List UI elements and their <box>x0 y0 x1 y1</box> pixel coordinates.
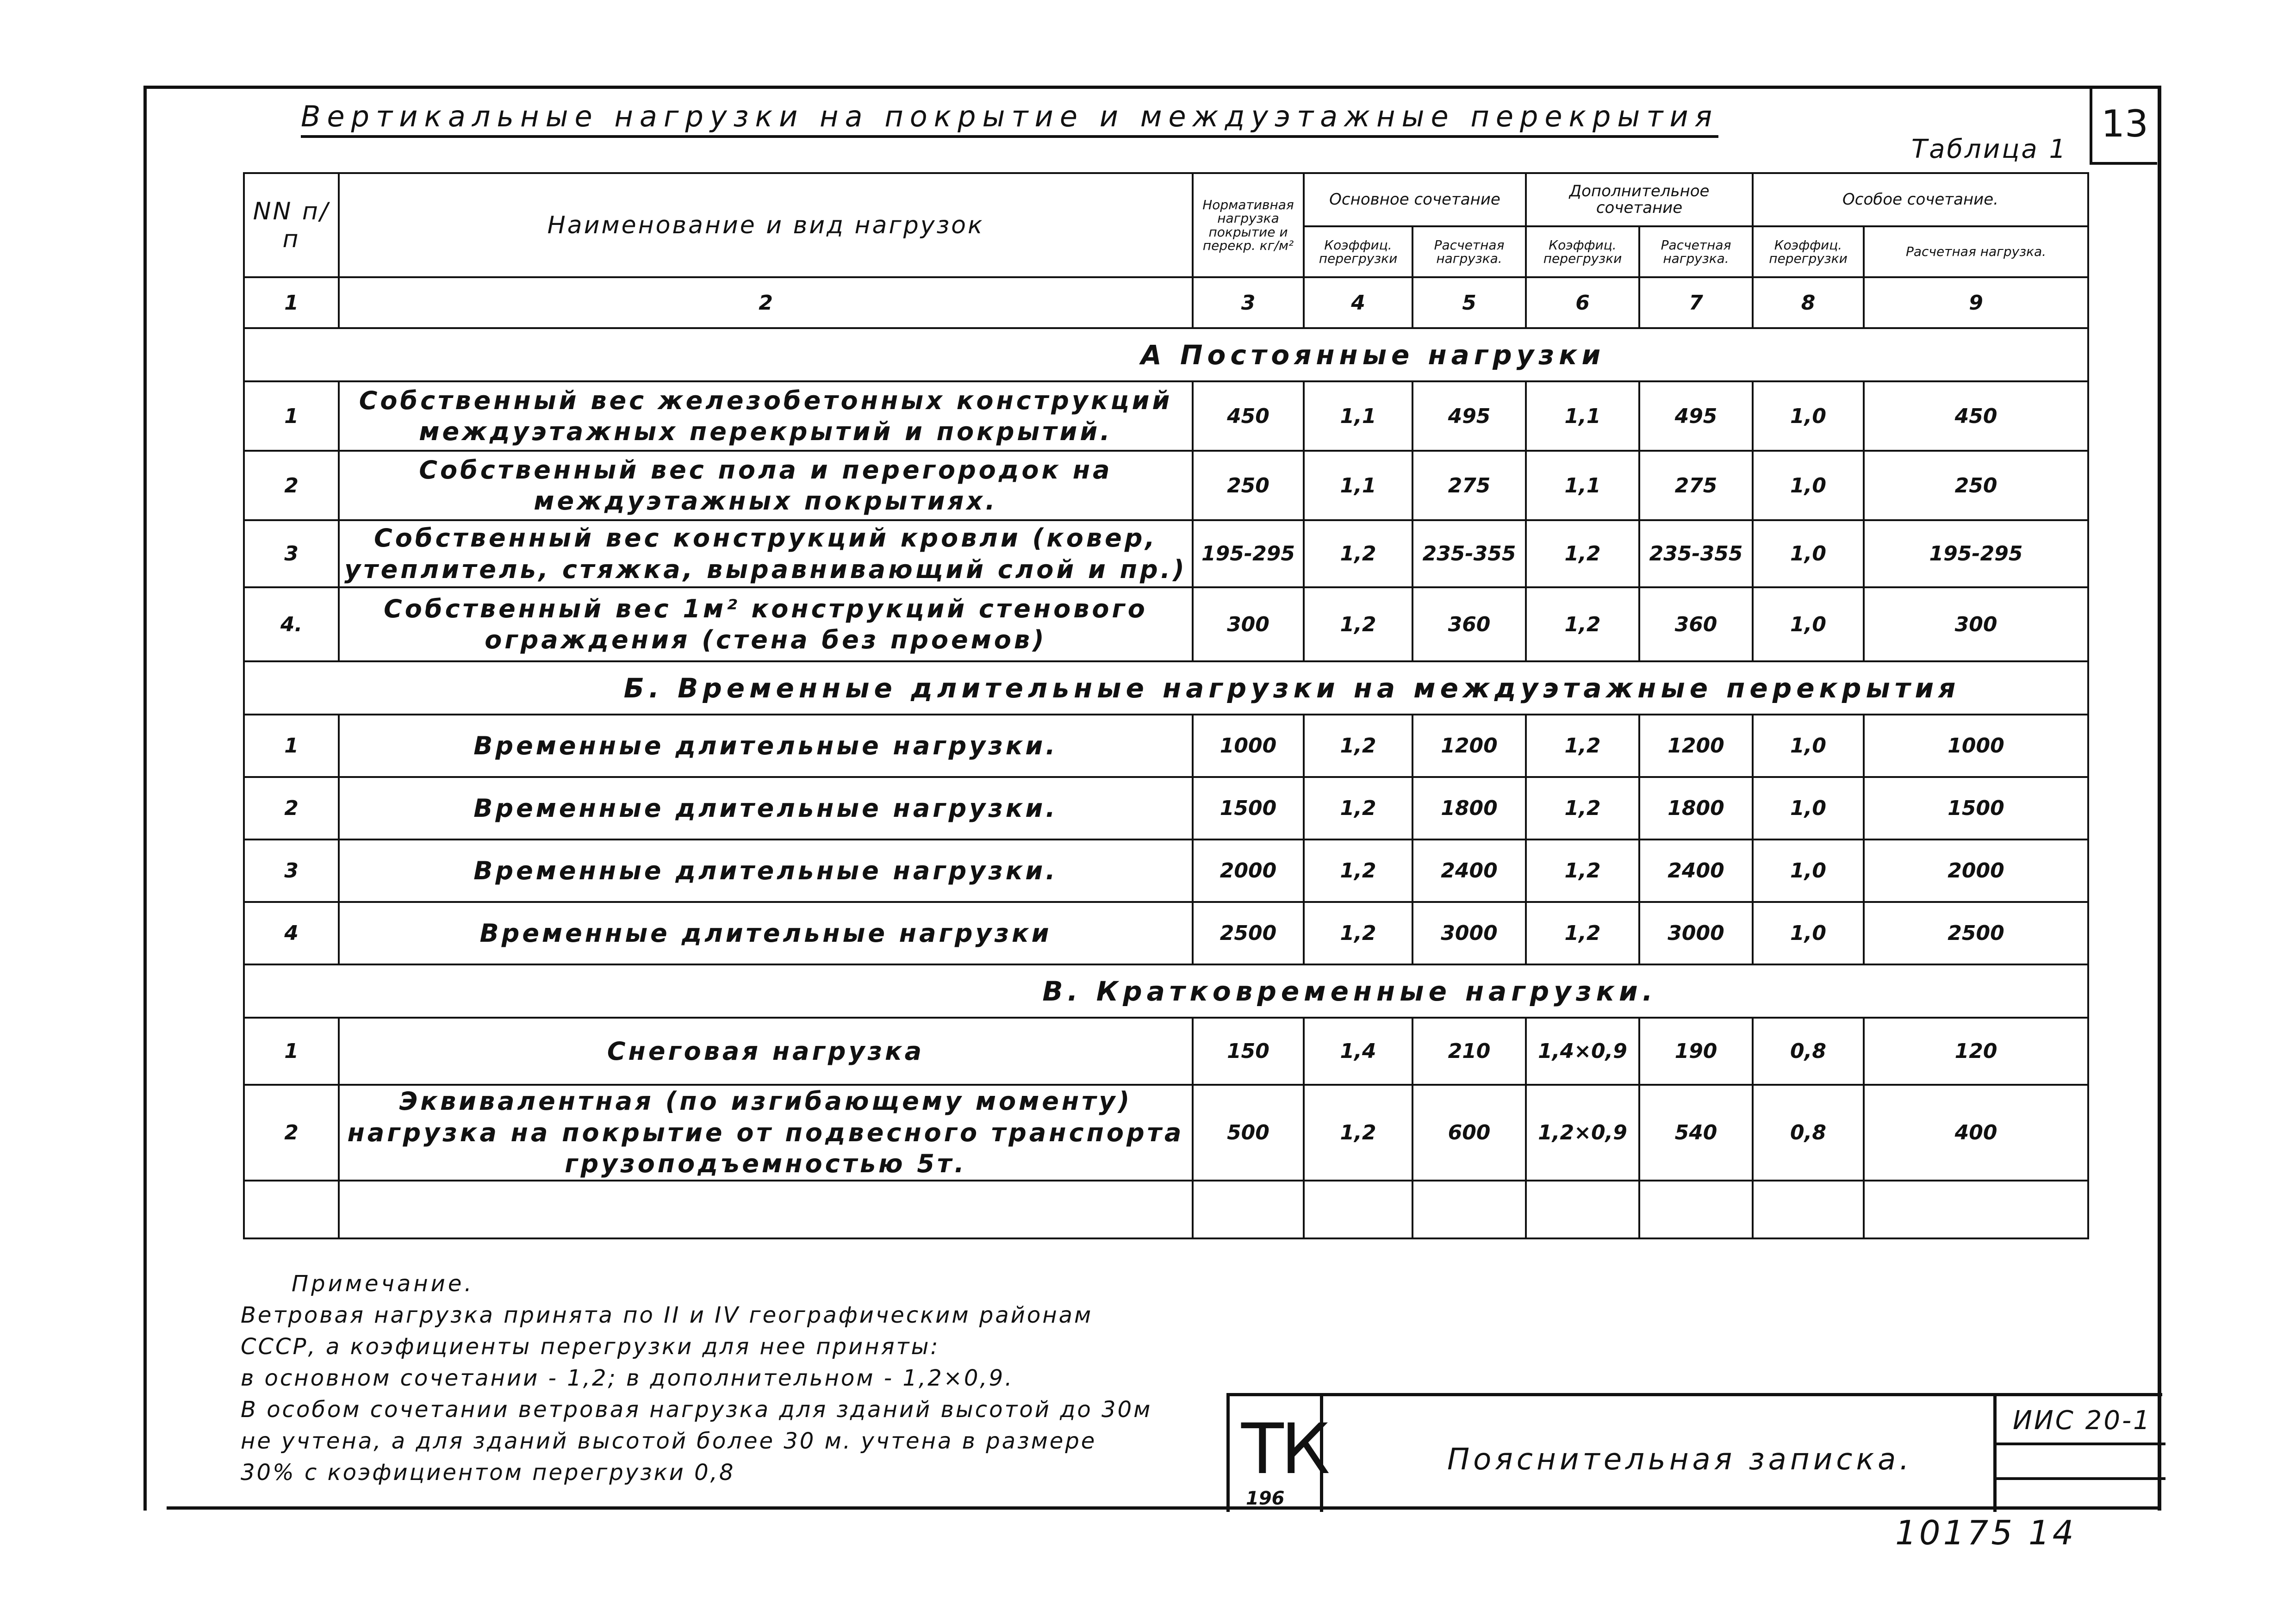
title-block <box>1226 1393 2162 1512</box>
value-cell: 1,2 <box>1304 1085 1412 1181</box>
col-number: 3 <box>1193 277 1304 328</box>
value-cell: 300 <box>1864 587 2088 661</box>
table-row <box>244 451 2088 520</box>
row-number: 2 <box>244 777 339 839</box>
tk-cell <box>1230 1396 1328 1512</box>
value-cell: 2500 <box>1864 902 2088 964</box>
header-normative: Нормативная нагрузка покрытие и перекр. кг/м² <box>1193 173 1304 277</box>
value-cell: 3000 <box>1639 902 1753 964</box>
value-cell: 495 <box>1639 381 1753 451</box>
value-cell: 1,0 <box>1753 381 1864 451</box>
divider <box>1997 1443 2165 1445</box>
header-basic: Основное сочетание <box>1304 173 1526 226</box>
row-number: 3 <box>244 839 339 902</box>
load-name: Временные длительные нагрузки <box>339 902 1193 964</box>
value-cell: 1,1 <box>1304 381 1412 451</box>
section-row <box>244 661 2088 715</box>
value-cell: 1,2 <box>1526 902 1639 964</box>
value-cell: 1000 <box>1193 715 1304 777</box>
row-number: 1 <box>244 381 339 451</box>
column-number-row <box>244 277 2088 328</box>
value-cell: 120 <box>1864 1018 2088 1085</box>
value-cell: 1,0 <box>1753 902 1864 964</box>
notes-line: В особом сочетании ветровая нагрузка для зданий высотой до 30м <box>241 1397 1152 1423</box>
value-cell: 1,2×0,9 <box>1526 1085 1639 1181</box>
col-number: 6 <box>1526 277 1639 328</box>
load-name: Собственный вес железобетонных конструкций междуэтажных перекрытий и покрытий. <box>339 381 1193 451</box>
value-cell: 1,0 <box>1753 839 1864 902</box>
table-row <box>244 902 2088 964</box>
tk-number: 196 <box>1246 1488 1285 1509</box>
value-cell: 1,4 <box>1304 1018 1412 1085</box>
value-cell: 1,0 <box>1753 587 1864 661</box>
value-cell: 1500 <box>1864 777 2088 839</box>
value-cell: 360 <box>1412 587 1526 661</box>
table-row <box>244 381 2088 451</box>
table-row <box>244 520 2088 587</box>
value-cell: 250 <box>1864 451 2088 520</box>
tk-mark: ТК <box>1241 1409 1328 1490</box>
value-cell: 500 <box>1193 1085 1304 1181</box>
value-cell: 400 <box>1864 1085 2088 1181</box>
value-cell: 1,2 <box>1526 777 1639 839</box>
value-cell: 150 <box>1193 1018 1304 1085</box>
notes-line: не учтена, а для зданий высотой более 30 м. учтена в размере <box>241 1428 1097 1454</box>
value-cell: 3000 <box>1412 902 1526 964</box>
page-number: 13 <box>2090 86 2157 165</box>
value-cell: 210 <box>1412 1018 1526 1085</box>
value-cell: 235-355 <box>1412 520 1526 587</box>
value-cell: 495 <box>1412 381 1526 451</box>
value-cell: 1,0 <box>1753 777 1864 839</box>
value-cell: 1,0 <box>1753 520 1864 587</box>
table-row <box>244 715 2088 777</box>
value-cell: 195-295 <box>1193 520 1304 587</box>
header-special-coef: Коэффиц. перегрузки <box>1753 226 1864 277</box>
value-cell: 235-355 <box>1639 520 1753 587</box>
value-cell: 1500 <box>1193 777 1304 839</box>
header-special-calc: Расчетная нагрузка. <box>1864 226 2088 277</box>
value-cell: 450 <box>1864 381 2088 451</box>
load-name: Временные длительные нагрузки. <box>339 839 1193 902</box>
value-cell: 1200 <box>1639 715 1753 777</box>
load-name: Собственный вес конструкций кровли (ковер, утеплитель, стяжка, выравнивающий слой и пр.) <box>339 520 1193 587</box>
page-title: Вертикальные нагрузки на покрытие и междуэтажные перекрытия <box>301 99 1718 138</box>
value-cell: 1000 <box>1864 715 2088 777</box>
table-caption: Таблица 1 <box>1911 134 2068 164</box>
notes <box>241 1268 1152 1488</box>
notes-title: Примечание. <box>292 1271 474 1297</box>
value-cell: 300 <box>1193 587 1304 661</box>
value-cell: 2400 <box>1639 839 1753 902</box>
load-name: Эквивалентная (по изгибающему моменту) нагрузка на покрытие от подвесного транспорта грузоподъемностью 5т. <box>339 1085 1193 1181</box>
load-name: Снеговая нагрузка <box>339 1018 1193 1085</box>
col-number: 8 <box>1753 277 1864 328</box>
value-cell: 1,0 <box>1753 715 1864 777</box>
row-number: 4 <box>244 902 339 964</box>
value-cell: 1,1 <box>1526 451 1639 520</box>
table-row <box>244 1085 2088 1181</box>
value-cell: 195-295 <box>1864 520 2088 587</box>
value-cell: 2000 <box>1193 839 1304 902</box>
notes-line: 30% с коэфициентом перегрузки 0,8 <box>241 1460 735 1486</box>
col-number: 5 <box>1412 277 1526 328</box>
document-code: ИИС 20-1 <box>2013 1405 2152 1436</box>
table-row <box>244 1018 2088 1085</box>
value-cell: 1800 <box>1412 777 1526 839</box>
value-cell: 1,4×0,9 <box>1526 1018 1639 1085</box>
col-number: 2 <box>339 277 1193 328</box>
col-number: 7 <box>1639 277 1753 328</box>
value-cell: 360 <box>1639 587 1753 661</box>
divider <box>1997 1477 2165 1480</box>
table-row <box>244 777 2088 839</box>
table-row <box>244 839 2088 902</box>
value-cell: 1,2 <box>1304 777 1412 839</box>
value-cell: 1800 <box>1639 777 1753 839</box>
header-additional: Дополнительное сочетание <box>1526 173 1753 226</box>
section-title: В. Кратковременные нагрузки. <box>244 964 2088 1018</box>
value-cell: 1,2 <box>1304 715 1412 777</box>
value-cell: 1200 <box>1412 715 1526 777</box>
value-cell: 1,2 <box>1526 715 1639 777</box>
col-number: 4 <box>1304 277 1412 328</box>
section-row <box>244 964 2088 1018</box>
loads-table <box>243 172 2089 1239</box>
row-number: 1 <box>244 715 339 777</box>
notes-line: в основном сочетании - 1,2; в дополнительном - 1,2×0,9. <box>241 1365 1014 1391</box>
value-cell: 1,2 <box>1526 587 1639 661</box>
value-cell: 1,2 <box>1304 520 1412 587</box>
value-cell: 1,2 <box>1304 902 1412 964</box>
col-number: 1 <box>244 277 339 328</box>
value-cell: 1,1 <box>1304 451 1412 520</box>
value-cell: 1,2 <box>1526 520 1639 587</box>
value-cell: 275 <box>1412 451 1526 520</box>
section-row <box>244 328 2088 381</box>
document-title: Пояснительная записка. <box>1447 1443 1913 1477</box>
value-cell: 540 <box>1639 1085 1753 1181</box>
header-num: NN п/п <box>244 173 339 277</box>
value-cell: 600 <box>1412 1085 1526 1181</box>
col-number: 9 <box>1864 277 2088 328</box>
notes-line: Ветровая нагрузка принята по II и IV географическим районам <box>241 1302 1093 1328</box>
section-title: Б. Временные длительные нагрузки на междуэтажные перекрытия <box>244 661 2088 715</box>
value-cell: 0,8 <box>1753 1018 1864 1085</box>
section-title: А Постоянные нагрузки <box>244 328 2088 381</box>
header-basic-coef: Коэффиц. перегрузки <box>1304 226 1412 277</box>
load-name: Временные длительные нагрузки. <box>339 777 1193 839</box>
header-add-calc: Расчетная нагрузка. <box>1639 226 1753 277</box>
value-cell: 0,8 <box>1753 1085 1864 1181</box>
value-cell: 2000 <box>1864 839 2088 902</box>
code-cell <box>1993 1396 2165 1512</box>
value-cell: 250 <box>1193 451 1304 520</box>
value-cell: 1,2 <box>1526 839 1639 902</box>
header-special: Особое сочетание. <box>1753 173 2088 226</box>
value-cell: 190 <box>1639 1018 1753 1085</box>
value-cell: 1,2 <box>1304 839 1412 902</box>
value-cell: 1,1 <box>1526 381 1639 451</box>
value-cell: 2500 <box>1193 902 1304 964</box>
row-number: 2 <box>244 451 339 520</box>
load-name: Временные длительные нагрузки. <box>339 715 1193 777</box>
table-empty-row <box>244 1181 2088 1238</box>
row-number: 3 <box>244 520 339 587</box>
header-add-coef: Коэффиц. перегрузки <box>1526 226 1639 277</box>
row-number: 4. <box>244 587 339 661</box>
value-cell: 450 <box>1193 381 1304 451</box>
row-number: 2 <box>244 1085 339 1181</box>
load-name: Собственный вес 1м² конструкций стенового ограждения (стена без проемов) <box>339 587 1193 661</box>
archive-number: 10175 14 <box>1895 1513 2077 1552</box>
value-cell: 1,2 <box>1304 587 1412 661</box>
table-row <box>244 587 2088 661</box>
row-number: 1 <box>244 1018 339 1085</box>
notes-line: СССР, а коэфициенты перегрузки для нее приняты: <box>241 1334 940 1360</box>
header-name: Наименование и вид нагрузок <box>339 173 1193 277</box>
value-cell: 2400 <box>1412 839 1526 902</box>
value-cell: 275 <box>1639 451 1753 520</box>
header-basic-calc: Расчетная нагрузка. <box>1412 226 1526 277</box>
load-name: Собственный вес пола и перегородок на междуэтажных покрытиях. <box>339 451 1193 520</box>
value-cell: 1,0 <box>1753 451 1864 520</box>
